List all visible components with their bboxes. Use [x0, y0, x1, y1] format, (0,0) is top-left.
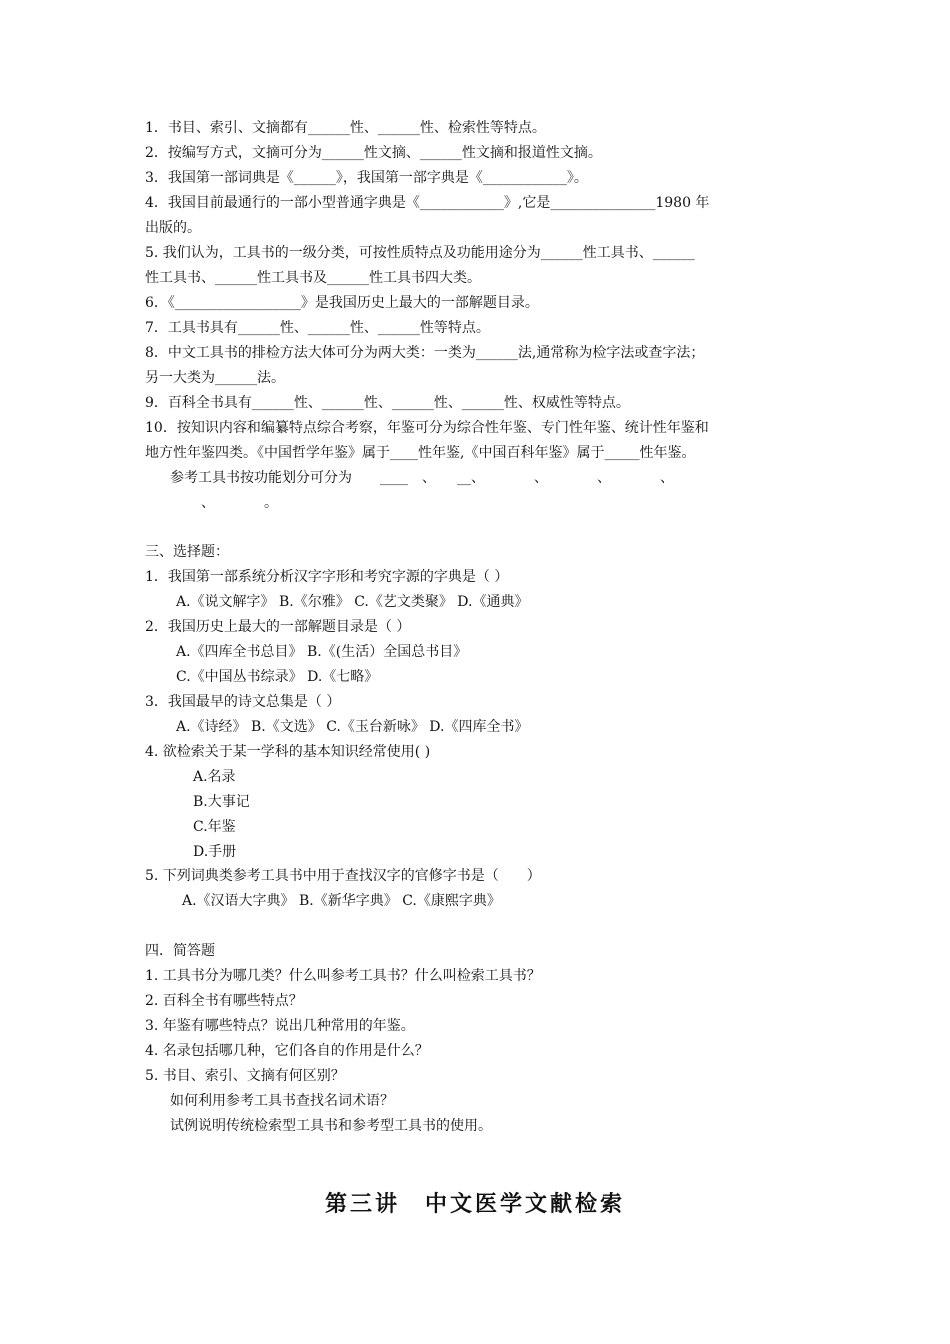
fill-question-10: 10．按知识内容和编纂特点综合考察，年鉴可分为综合性年鉴、专门性年鉴、统计性年鉴和	[145, 420, 709, 436]
fill-question-11-cont: 、 。	[145, 495, 278, 511]
short-question-3: 3. 年鉴有哪些特点？说出几种常用的年鉴。	[145, 1018, 415, 1034]
fill-question-9: 9．百科全书具有______性、______性、______性、______性、权威性等特点。	[145, 395, 630, 411]
choice-4-option-b: B.大事记	[193, 794, 250, 810]
fill-question-11: 参考工具书按功能划分可分为 ____ 、 __、 、 、 、	[170, 470, 674, 486]
choice-2-options-a: A.《四库全书总目》 B.《(生活）全国总书目》	[176, 644, 468, 660]
choice-5-options: A.《汉语大字典》 B.《新华字典》 C.《康熙字典》	[182, 893, 501, 909]
short-question-5: 5. 书目、索引、文摘有何区别？	[145, 1068, 345, 1084]
short-question-7: 试例说明传统检索型工具书和参考型工具书的使用。	[170, 1118, 492, 1134]
lecture-title: 第三讲 中文医学文献检索	[324, 1191, 625, 1217]
fill-question-4: 4．我国目前最通行的一部小型普通字典是《____________》,它是_______________1980 年	[145, 195, 710, 211]
section-3-heading: 三、选择题：	[145, 544, 229, 560]
choice-question-1: 1．我国第一部系统分析汉字字形和考究字源的字典是（ ）	[145, 569, 509, 585]
short-question-1: 1. 工具书分为哪几类？什么叫参考工具书？什么叫检索工具书？	[145, 968, 541, 984]
fill-question-8-cont: 另一大类为______法。	[145, 370, 285, 386]
choice-question-5: 5. 下列词典类参考工具书中用于查找汉字的官修字书是（ ）	[145, 868, 541, 884]
short-question-6: 如何利用参考工具书查找名词术语？	[170, 1093, 394, 1109]
fill-question-2: 2．按编写方式，文摘可分为______性文摘、______性文摘和报道性文摘。	[145, 145, 602, 161]
section-4-heading: 四．简答题	[145, 943, 215, 959]
fill-question-4-cont: 出版的。	[145, 220, 201, 236]
short-question-2: 2. 百科全书有哪些特点？	[145, 993, 303, 1009]
fill-question-5-cont: 性工具书、______性工具书及______性工具书四大类。	[145, 270, 481, 286]
fill-question-5: 5. 我们认为，工具书的一级分类，可按性质特点及功能用途分为______性工具书、______	[145, 245, 695, 261]
fill-question-7: 7．工具书具有______性、______性、______性等特点。	[145, 320, 490, 336]
choice-3-options: A.《诗经》 B.《文选》 C.《玉台新咏》 D.《四库全书》	[176, 719, 529, 735]
choice-1-options: A.《说文解字》 B.《尔雅》 C.《艺文类聚》 D.《通典》	[176, 594, 529, 610]
choice-question-4: 4. 欲检索关于某一学科的基本知识经常使用( )	[145, 744, 431, 760]
choice-4-option-d: D.手册	[193, 844, 237, 860]
short-question-4: 4. 名录包括哪几种，它们各自的作用是什么？	[145, 1043, 429, 1059]
fill-question-1: 1．书目、索引、文摘都有______性、______性、检索性等特点。	[145, 120, 546, 136]
choice-4-option-c: C.年鉴	[193, 819, 236, 835]
choice-question-2: 2．我国历史上最大的一部解题目录是（ ）	[145, 619, 411, 635]
fill-question-3: 3．我国第一部词典是《______》，我国第一部字典是《____________》。	[145, 170, 588, 186]
choice-question-3: 3．我国最早的诗文总集是（ ）	[145, 694, 341, 710]
choice-2-options-b: C.《中国丛书综录》 D.《七略》	[176, 669, 379, 685]
fill-question-8: 8．中文工具书的排检方法大体可分为两大类：一类为______法,通常称为检字法或查字法；	[145, 345, 705, 361]
choice-4-option-a: A.名录	[193, 769, 236, 785]
fill-question-10-cont: 地方性年鉴四类。《中国哲学年鉴》属于____性年鉴,《中国百科年鉴》属于_____性年鉴。	[145, 445, 696, 461]
fill-question-6: 6．《__________________》是我国历史上最大的一部解题目录。	[145, 295, 539, 311]
